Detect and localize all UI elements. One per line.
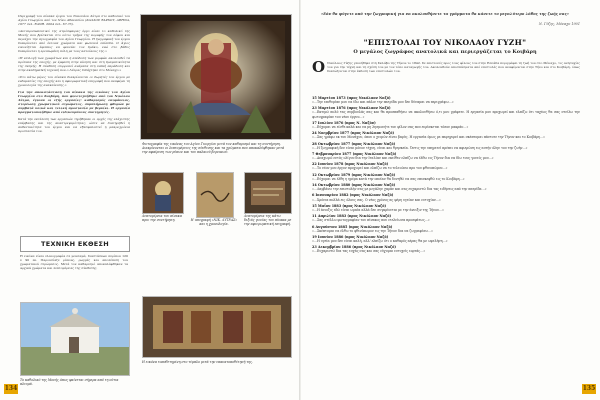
letter-entry xyxy=(312,96,580,104)
letter-text: «...Λαμβάνω την επιστολήν σας με μεγάλην χαράν και σας ευχαριστώ δια τας ειδήσεις από την πατρίδα...» xyxy=(312,187,487,192)
gutter xyxy=(299,0,301,400)
letter-text: «...Σκέπτομαι να έλθω το φθινόπωρον εις την Τήνον δια να ζωγραφίσω...» xyxy=(312,228,433,233)
caption-signature: Η υπογραφή «ΝΙΚ. ΛΥΤΡΑΣ» και η χρονολογία. xyxy=(190,218,238,227)
letter-text: «...Εύχομαι να είσθε καλά και να μη λησμονήτε τον φίλον σας που ευρίσκεται τόσον μακράν...» xyxy=(312,124,469,129)
letter-entry xyxy=(312,162,580,170)
letter-date: 14 Οκτωβρίου 1880 (προς Νικόλαον Ναζό) xyxy=(312,183,396,188)
letter-entry xyxy=(312,183,580,191)
letter-text: «...Αναχωρώ εντός ολίγου δια την Ιταλίαν και εκείθεν ελπίζω να έλθω εις Τήνον δια να ίδω τους γονείς μου...» xyxy=(312,156,494,161)
letter-date: 11 Απριλίου 1883 (προς Νικόλαον Ναζό) xyxy=(312,214,392,219)
letter-date: 17 Ιουλίου 1876 (προς Ν. Ναζόν) xyxy=(312,120,376,125)
letter-entry xyxy=(312,142,580,150)
intro-paragraph: «Αντιπροσωπευτικό της ατμόσφαιρας έργο είναι το καθολικό της Μονής που βρίσκεται στο νότιο τμήμα της κορυφής του λόφου και περιέχει την αγιογραφία του Αγίου Γεωργίου. Η ζωγραφική του έργου διακρίνεται από έντονα χρώματα και φωτεινά επίπεδα. Ο Άγιος εικονίζεται έφιππος να φονεύει τον δράκο, ενώ στο βάθος διακρίνεται η ερειπωμένη πόλη με τους κατοίκους της.» xyxy=(18,28,130,54)
letter-entry xyxy=(312,225,580,233)
monastery-photo xyxy=(20,302,130,376)
letter-entry xyxy=(312,106,580,118)
signature-photo xyxy=(196,172,234,218)
letter-date: 23 Μαρτίου 1876 (προς Νικόλαον Ναζό) xyxy=(312,106,391,111)
letter-date: 15 Μαρτίου 1873 (προς Νικόλαον Ναζό) xyxy=(312,96,391,100)
caption-detail-a: Λεπτομέρεια του πίνακα πριν την συντήρηση. xyxy=(142,214,182,223)
letter-text: «...Χρόνια πολλά εις όλους σας. Ο νέος χρόνος ας φέρη υγείαν και ευτυχίαν...» xyxy=(312,197,441,202)
article-subtitle: Ο μεγάλος ζωγράφος ανατολικά και περιεργάζεται το Κοιβάρη xyxy=(353,49,537,55)
caption-detail-c: Λεπτομέρεια της κάτω δεξιάς γωνίας του πίνακα με την αφιερωματική επιγραφή. xyxy=(244,214,292,227)
letter-text: «...Σας στέλλω φωτογραφίαν του πίνακος που ετελείωσα προσφάτως...» xyxy=(312,218,430,223)
letter-entry xyxy=(312,152,580,160)
letter-entry xyxy=(312,121,580,129)
letter-entry xyxy=(312,173,580,181)
intro-paragraph: «Στο κάτω μέρος του πίνακα διακρίνονται οι δωρητές του έργου με ενδυμασίες της εποχής και η αφιερωματική επιγραφή που αναφέρει τη χρονολογία της ανακαίνισης.» xyxy=(18,74,130,87)
icon-photo-main xyxy=(140,14,292,140)
letter-date: 6 Αυγούστου 1885 (προς Νικόλαον Ναζό) xyxy=(312,224,393,229)
letter-date: 19 Ιουνίου 1886 (προς Νικόλαον Ναζό) xyxy=(312,234,389,239)
letter-entry xyxy=(312,235,580,243)
letter-date: 6 Ιανουαρίου 1882 (προς Νικόλαον Ναζό) xyxy=(312,193,394,198)
detail-photo-a xyxy=(142,172,184,214)
detail-photo-c xyxy=(244,172,292,214)
restoration-paragraph: Για την αποκατάσταση του πίνακα της εικόνας του Αγίου Γεωργίου στο Κοιβάρη, που φιλοτεχνήθηκε από τον Νικόλαο Λύτρα, έγιναν οι εξής εργασίες: καθαρισμός επιφάνειας, στερέωση χρωματικού στρώματος, συμπλήρωση φθορών με συμβατά υλικά και τελική προστασία με βερνίκι. Η εργασία πραγματοποιήθηκε από ειδικευμένους συντηρητές. xyxy=(18,89,130,114)
caption-monastery: Το καθολικό της Μονής όπως φαίνεται σήμερα από τη νότια πλευρά. xyxy=(20,378,119,387)
technical-report-heading: ΤΕΧΝΙΚΗ ΕΚΘΕΣΗ xyxy=(20,236,130,252)
letter-entry xyxy=(312,131,580,139)
article-intro xyxy=(312,58,580,76)
intro-text: Νικόλαος Γύζης γεννήθηκε στη Σκλάβο της Τήνου το 1842. Σε επιστολές προς τους φίλους του στην Ελλάδα περιγράφει τη ζωή του στο Μόναχο, τις ανησυχίες του για την τέχνη και τη σχέση του με τον τόπο καταγωγής του. Ακολουθούν αποσπάσματα από επιστολές που αναφέρονται στην Τήνο και στο Κοιβάρη, όπως διασώζονται στην έκδοση των επιστολών του. xyxy=(327,61,580,74)
caption-templon: Η εικόνα τοποθετημένη στο τέμπλο μετά την επανατοποθέτησή της. xyxy=(142,360,253,364)
letter-date: 12 Οκτωβρίου 1879 (προς Νικόλαον Ναζό) xyxy=(312,172,396,177)
letter-text: «...Το νέον μου έργον προχωρεί και ελπίζω να το τελειώσω προ του φθινοπώρου...» xyxy=(312,166,448,171)
caption-main: Φωτογραφία της εικόνας του Αγίου Γεωργίου μετά τον καθαρισμό και τη συντήρηση. Διακρίνονται οι λεπτομέρειες της σύνθεσης και τα χρώματα που αποκαλύφθηκαν μετά την αφαίρεση των ρύπων και του παλαιού βερνικιού. xyxy=(142,142,285,155)
page-number-right: 135 xyxy=(582,385,596,392)
letter-date: 7 Φεβρουαρίου 1877 (προς Νικόλαον Ναζό) xyxy=(312,151,397,156)
intro-paragraph: «Η επιλογή των χρωμάτων και η απόδοση των μορφών ακολουθεί τα πρότυπα της εποχής, με έμφαση στην κίνηση και στη δραματικότητα της σκηνής. Η σύνθεση ισορροπεί ανάμεσα στη λαϊκή παράδοση και στην ακαδημαϊκή τεχνική που ο Λύτρας διδάχτηκε στο Μόναχο.» xyxy=(18,55,130,73)
page-number-left: 134 xyxy=(4,385,18,392)
letter-text: «...Ευχαριστώ δια τας ευχάς σας και σας εύχομαι ευτυχείς εορτάς...» xyxy=(312,249,426,254)
templon-photo xyxy=(142,296,292,358)
letter-date: 22 Ιουνίου 1878 (προς Νικόλαον Ναζό) xyxy=(312,162,389,167)
letter-date: 15 Μαΐου 1883 (προς Νικόλαον Ναζό) xyxy=(312,203,387,208)
letter-text: «...Εύχομαι να έλθη η ημέρα κατά την οποίαν θα δυνηθώ να σας επισκεφθώ εις το Κοιβάρη...» xyxy=(312,176,465,181)
principles-paragraph: Κατά την εκτέλεση των εργασιών τηρήθηκαν οι αρχές της ελάχιστης επέμβασης και της αναστρεψιμότητας, ώστε να διατηρηθεί η αυθεντικότητα του έργου και να εξασφαλιστεί η μακροχρόνια προστασία του. xyxy=(18,116,130,133)
intro-paragraph: Περιγραφή του πίνακα έργου του Νικολάου Λύτρα στο καθολικό του Αγίου Γεωργίου από τον Νίκο Αθανασίου (ΚΑΛΛΟΣ ΞΑΡΧΟΥ, ΑΘΗΝΑ, 1977 σελ. ΞΑΝΘ. 2004 σελ. 67-73). xyxy=(18,14,130,27)
epigraph-source: Ν. Γύζης, Μόναχο 1901 xyxy=(538,22,580,26)
letter-entry xyxy=(312,193,580,201)
letter-text: «...Η ζωγραφική δεν είναι μόνον τέχνη, είναι και θρησκεία. Όστις την υπηρετεί πρέπει να αφιερώση εις αυτήν όλην του την ζωήν...» xyxy=(312,145,528,150)
drop-cap: Ο xyxy=(312,58,326,76)
letter-date: 28 Οκτωβρίου 1877 (προς Νικόλαον Ναζό) xyxy=(312,141,396,146)
letter-text: «...Σας γράφω εκ του Μονάχου, όπου ο χειμών είναι βαρύς. Η εργασία όμως με παρηγορεί και σκέπτομαι πάντοτε την Τήνον και το Κοιβάρη...» xyxy=(312,135,545,140)
technical-report-text: Η εικόνα είναι ελαιογραφία σε μουσαμά, διαστάσεων περίπου 120 x 90 εκ. Παρουσίαζε ρύπους, ρωγμές και απολέπιση του χρωματικού στρώματος. Μετά τον καθαρισμό αποκαλύφθηκαν τα αρχικά χρώματα και λεπτομέρειες της σύνθεσης. xyxy=(20,254,128,271)
article-title: "ΕΠΙΣΤΟΛΑΙ ΤΟΥ ΝΙΚΟΛΑΟΥ ΓΥΖΗ" xyxy=(363,38,527,47)
letter-entry xyxy=(312,204,580,212)
letters-list xyxy=(312,96,580,256)
letter-text: «...Η υγεία μου δεν είναι καλή, αλλ' ελπίζω ότι ο καθαρός αέρας θα με ωφελήση...» xyxy=(312,239,448,244)
epigraph-quote: «Εάν θα φύγετε από την ζωγραφική για να ακολουθήσετε τα γράμματα θα κάνετε το μεγαλύτερο λάθος της ζωής σας» xyxy=(320,12,570,16)
letter-text: «...Την επιθυμίαν μου να ίδω και πάλιν την πατρίδα μου δεν δύναμαι να περιγράψω...» xyxy=(312,100,454,105)
letter-text: «...Εκτιμώ πολύ τας συμβουλάς σας και θα προσπαθήσω να ακολουθήσω ό,τι μου γράφετε. Η εργασία μου προχωρεί και ελπίζω ότι ταχέως θα σας στείλω την φωτογραφίαν του νέου έργου...» xyxy=(312,110,580,119)
letter-entry xyxy=(312,214,580,222)
left-column-text xyxy=(18,14,130,135)
letter-text: «...Η άνοιξις εδώ είναι ωραία αλλά δεν συγκρίνεται με την άνοιξιν της Τήνου...» xyxy=(312,207,444,212)
letter-date: 24 Νοεμβρίου 1877 (προς Νικόλαον Ναζό) xyxy=(312,131,395,136)
letter-entry xyxy=(312,245,580,253)
letter-date: 23 Δεκεμβρίου 1886 (προς Νικόλαον Ναζό) xyxy=(312,245,396,250)
